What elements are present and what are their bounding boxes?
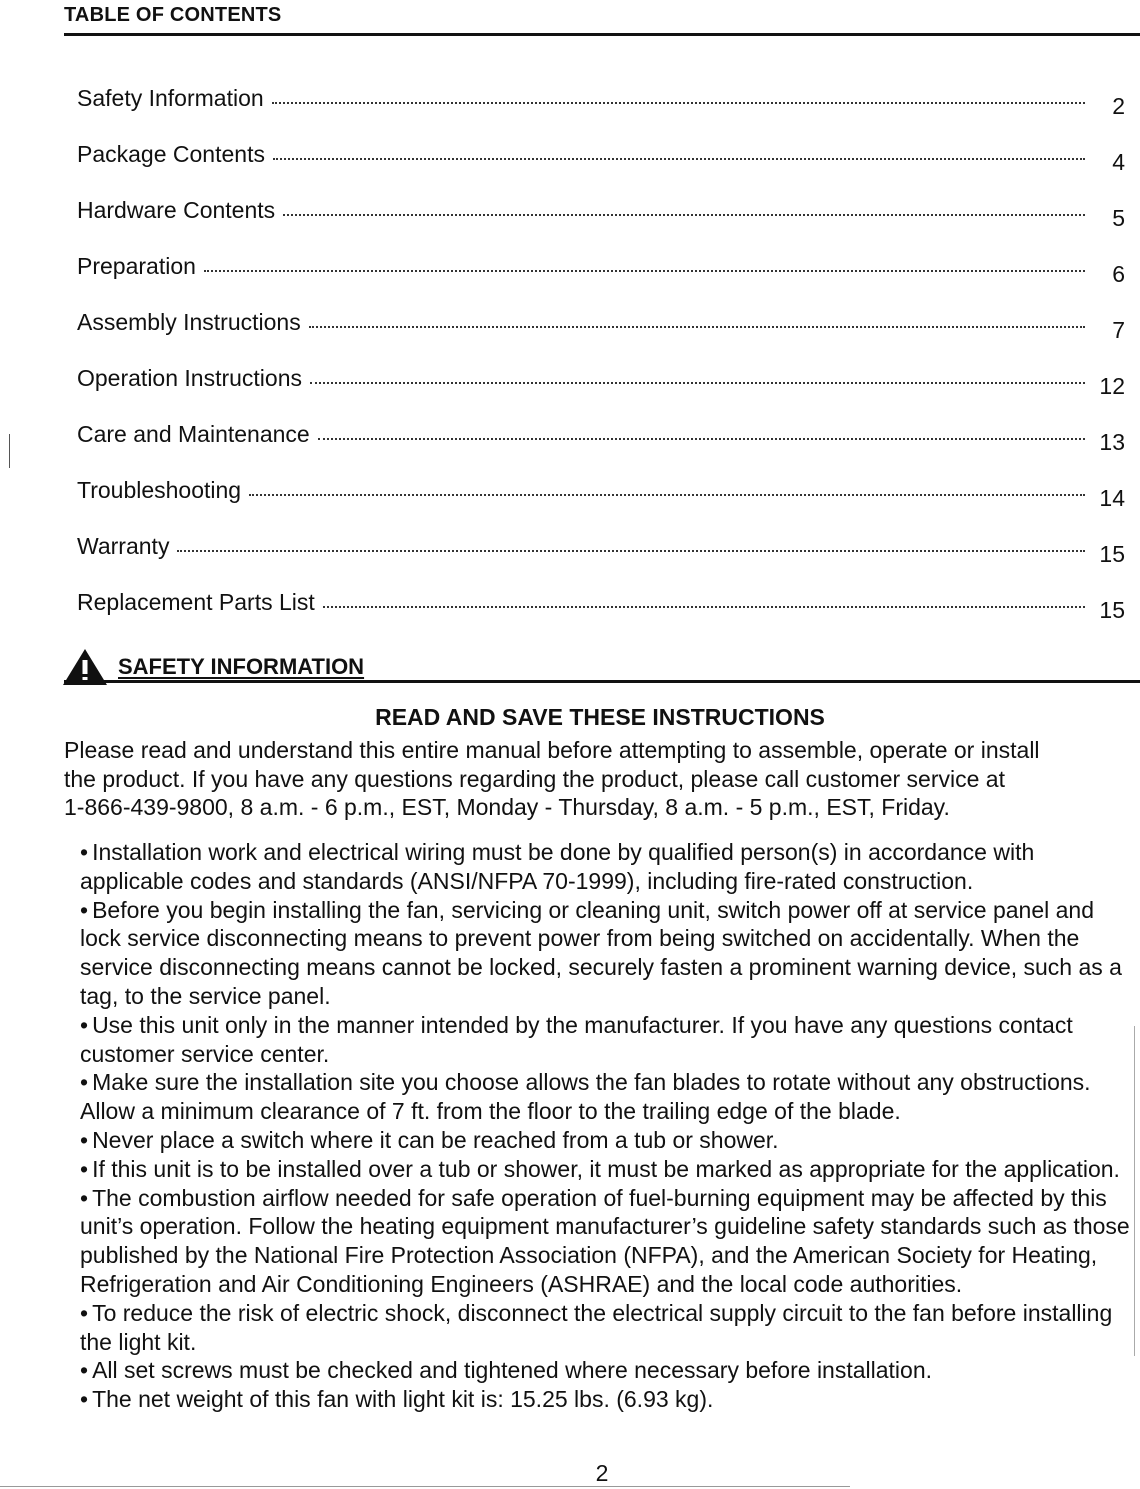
toc-leader-dots [318, 437, 1085, 440]
safety-bullet [80, 1068, 1140, 1126]
safety-bullet [80, 1155, 1140, 1184]
margin-mark [1134, 1026, 1135, 1356]
toc-entry-title: Assembly Instructions [77, 309, 301, 335]
toc-entry-package-contents[interactable] [77, 112, 1125, 175]
safety-section-header [62, 650, 364, 684]
bullet-text: The net weight of this fan with light kit is: 15.25 lbs. (6.93 kg). [92, 1386, 714, 1413]
safety-bullet [80, 1184, 1140, 1299]
safety-divider [64, 680, 1140, 683]
intro-line: 1-866-439-9800, 8 a.m. - 6 p.m., EST, Monday - Thursday, 8 a.m. - 5 p.m., EST, Friday. [64, 794, 950, 820]
safety-bullet [80, 838, 1140, 896]
toc-entry-replacement-parts-list[interactable] [77, 560, 1125, 623]
toc-entry-page: 13 [1099, 429, 1125, 455]
bullet-text: To reduce the risk of electric shock, disconnect the electrical supply circuit to the fan before installing the light kit. [80, 1299, 1113, 1355]
bullet-text: Make sure the installation site you choose allows the fan blades to rotate without any obstructions. Allow a minimum clearance of 7 ft. from the floor to the trailing edge of the blade. [80, 1069, 1091, 1125]
bullet-marker: • [80, 1126, 89, 1153]
toc-entry-safety-information[interactable] [77, 56, 1125, 119]
toc-heading: TABLE OF CONTENTS [64, 4, 282, 26]
bullet-marker: • [80, 1069, 89, 1096]
toc-entry-title: Warranty [77, 533, 170, 559]
toc-list [77, 56, 1125, 623]
toc-leader-dots [272, 101, 1085, 104]
bullet-marker: • [80, 1184, 89, 1211]
bullet-text: Installation work and electrical wiring must be done by qualified person(s) in accordance with applicable codes and standards (ANSI/NFPA 70-1999), including fire-rated construction. [80, 839, 1035, 894]
toc-entry-page: 5 [1112, 205, 1125, 231]
toc-entry-page: 15 [1099, 597, 1125, 623]
safety-bullet [80, 1299, 1140, 1357]
toc-entry-hardware-contents[interactable] [77, 168, 1125, 231]
bullet-text: If this unit is to be installed over a tub or shower, it must be marked as appropriate for the application. [92, 1155, 1120, 1182]
bullet-marker: • [80, 1155, 89, 1182]
toc-entry-page: 2 [1112, 93, 1125, 119]
toc-entry-title: Hardware Contents [77, 197, 276, 223]
toc-leader-dots [249, 493, 1085, 496]
toc-leader-dots [177, 549, 1085, 552]
bullet-marker: • [80, 1386, 89, 1413]
read-save-heading: READ AND SAVE THESE INSTRUCTIONS [375, 704, 825, 730]
toc-leader-dots [273, 157, 1085, 160]
toc-entry-title: Troubleshooting [77, 477, 242, 503]
toc-entry-warranty[interactable] [77, 504, 1125, 567]
bullet-marker: • [80, 1357, 89, 1384]
bullet-text: All set screws must be checked and tightened where necessary before installation. [92, 1357, 933, 1384]
safety-bullet [80, 1126, 1140, 1155]
bullet-marker: • [80, 1299, 89, 1326]
toc-entry-page: 15 [1099, 541, 1125, 567]
safety-bullet [80, 1385, 1140, 1414]
bullet-text: Never place a switch where it can be reached from a tub or shower. [92, 1126, 779, 1153]
toc-leader-dots [309, 325, 1085, 328]
toc-entry-title: Safety Information [77, 85, 264, 111]
toc-entry-page: 12 [1099, 373, 1125, 399]
bullet-marker: • [80, 896, 89, 923]
toc-leader-dots [283, 213, 1085, 216]
footer-divider [0, 1486, 850, 1487]
safety-bullet [80, 1356, 1140, 1385]
toc-entry-title: Operation Instructions [77, 365, 303, 391]
toc-entry-care-and-maintenance[interactable] [77, 392, 1125, 455]
bullet-text: Before you begin installing the fan, servicing or cleaning unit, switch power off at service panel and lock service disconnecting means to prevent power from being switched on accidentally. When the service disconnecting means cannot be locked, securely fasten a prominent warning device, such as a tag, to the service panel. [80, 896, 1122, 1009]
toc-entry-title: Package Contents [77, 141, 265, 167]
bullet-text: Use this unit only in the manner intended by the manufacturer. If you have any questions contact customer service center. [80, 1011, 1073, 1067]
toc-entry-page: 7 [1112, 317, 1125, 343]
intro-line: Please read and understand this entire manual before attempting to assemble, operate or install [64, 737, 1040, 763]
toc-entry-page: 14 [1099, 485, 1125, 511]
toc-leader-dots [310, 381, 1085, 384]
toc-entry-title: Replacement Parts List [77, 589, 315, 615]
safety-bullet-list [80, 838, 1140, 1414]
bullet-text: The combustion airflow needed for safe operation of fuel-burning equipment may be affected by this unit’s operation. Follow the heating equipment manufacturer’s guideline safety standards such as those published by the National Fire Protection Association (NFPA), and the American Society for Heating, Refrigeration and Air Conditioning Engineers (ASHRAE) and the local code authorities. [80, 1184, 1130, 1297]
toc-entry-title: Preparation [77, 253, 196, 279]
toc-entry-page: 4 [1112, 149, 1125, 175]
safety-bullet [80, 1011, 1140, 1069]
bullet-marker: • [80, 1011, 89, 1038]
toc-leader-dots [323, 605, 1085, 608]
toc-leader-dots [204, 269, 1085, 272]
toc-entry-preparation[interactable] [77, 224, 1125, 287]
toc-entry-page: 6 [1112, 261, 1125, 287]
toc-entry-operation-instructions[interactable] [77, 336, 1125, 399]
intro-line: the product. If you have any questions regarding the product, please call customer service at [64, 765, 1005, 792]
toc-entry-assembly-instructions[interactable] [77, 280, 1125, 343]
intro-paragraph [64, 736, 1104, 822]
toc-divider [64, 33, 1140, 36]
safety-bullet [80, 896, 1140, 1011]
safety-title: SAFETY INFORMATION [118, 654, 365, 679]
toc-entry-troubleshooting[interactable] [77, 448, 1125, 511]
margin-mark [9, 434, 10, 468]
bullet-marker: • [80, 839, 89, 865]
toc-entry-title: Care and Maintenance [77, 421, 310, 447]
page-number: 2 [595, 1460, 609, 1486]
